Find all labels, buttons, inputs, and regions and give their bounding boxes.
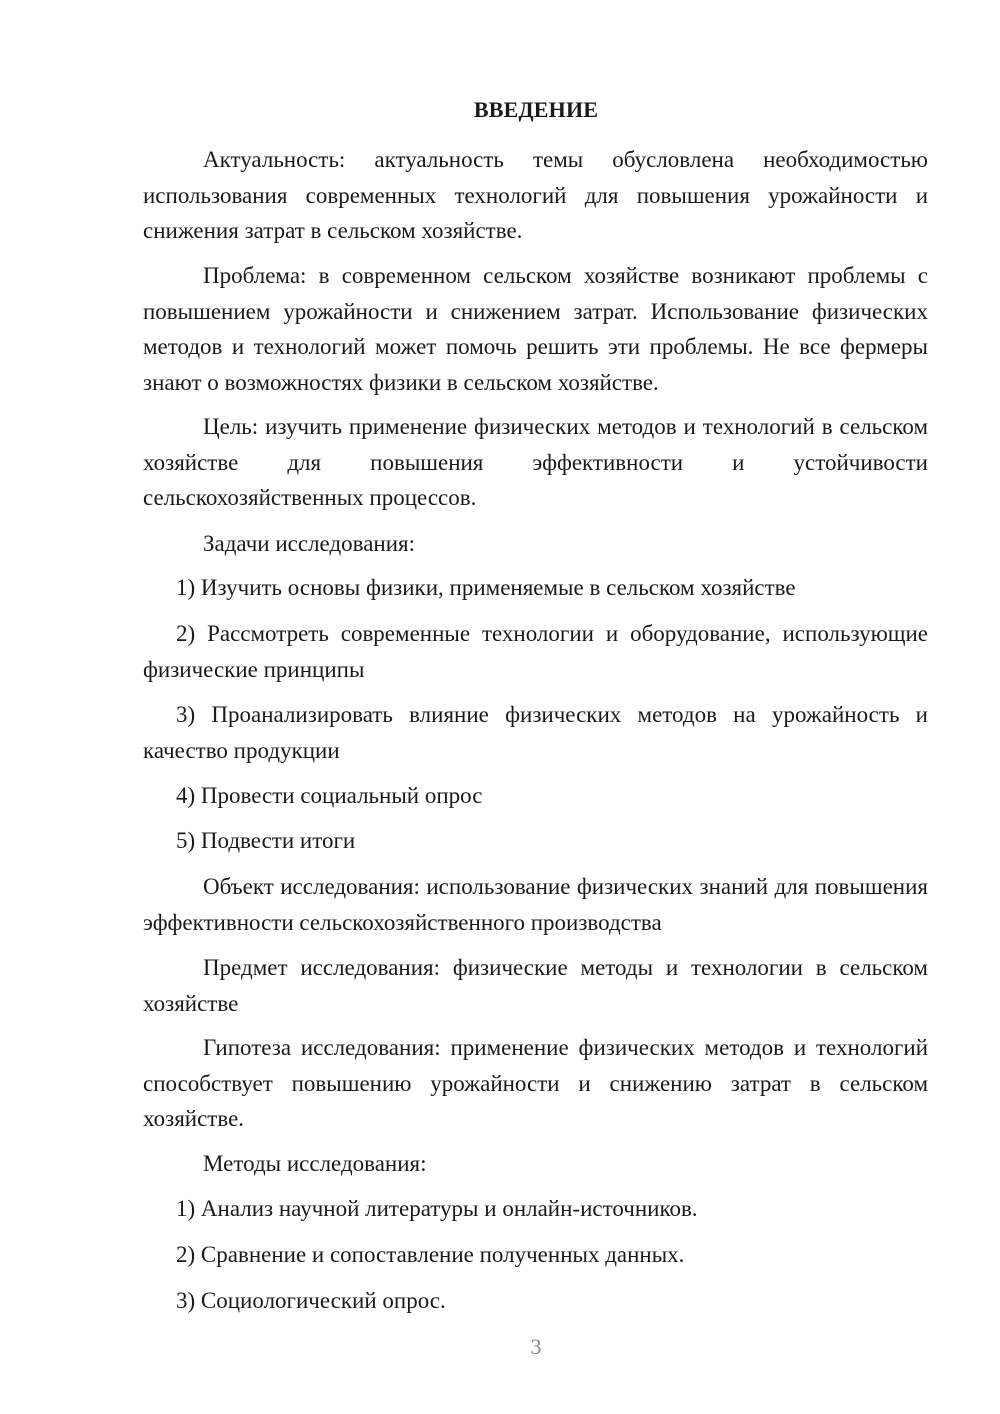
task-item-4: 4) Провести социальный опрос xyxy=(176,783,483,808)
hypothesis-paragraph: Гипотеза исследования: применение физических методов и технологий способствует повышению урожайности и снижению затрат в сельском хозяйстве. xyxy=(143,1035,928,1131)
object-paragraph: Объект исследования: использование физических знаний для повышения эффективности сельскохозяйственного производства xyxy=(143,874,928,935)
tasks-heading: Задачи исследования: xyxy=(203,531,416,556)
methods-heading: Методы исследования: xyxy=(203,1151,427,1176)
method-item-2: 2) Сравнение и сопоставление полученных данных. xyxy=(176,1242,685,1267)
task-item-1: 1) Изучить основы физики, применяемые в сельском хозяйстве xyxy=(176,575,796,600)
task-item-5: 5) Подвести итоги xyxy=(176,828,356,853)
subject-paragraph: Предмет исследования: физические методы и технологии в сельском хозяйстве xyxy=(143,955,928,1016)
page-number: 3 xyxy=(530,1334,542,1359)
task-item-2: 2) Рассмотреть современные технологии и оборудование, использующие физические принципы xyxy=(143,621,928,682)
problem-paragraph: Проблема: в современном сельском хозяйстве возникают проблемы с повышением урожайности и снижением затрат. Использование физических методов и технологий может помочь решить эти проблемы. Не все фермеры знают о возможностях физики в сельском хозяйстве. xyxy=(143,263,928,395)
method-item-3: 3) Социологический опрос. xyxy=(176,1288,446,1313)
relevance-paragraph: Актуальность: актуальность темы обусловлена необходимостью использования современных технологий для повышения урожайности и снижения затрат в сельском хозяйстве. xyxy=(143,147,928,243)
page-title: ВВЕДЕНИЕ xyxy=(473,97,599,122)
goal-paragraph: Цель: изучить применение физических методов и технологий в сельском хозяйстве для повышения эффективности и устойчивости сельскохозяйственных процессов. xyxy=(143,414,928,510)
task-item-3: 3) Проанализировать влияние физических методов на урожайность и качество продукции xyxy=(143,702,928,763)
method-item-1: 1) Анализ научной литературы и онлайн-источников. xyxy=(176,1196,698,1221)
